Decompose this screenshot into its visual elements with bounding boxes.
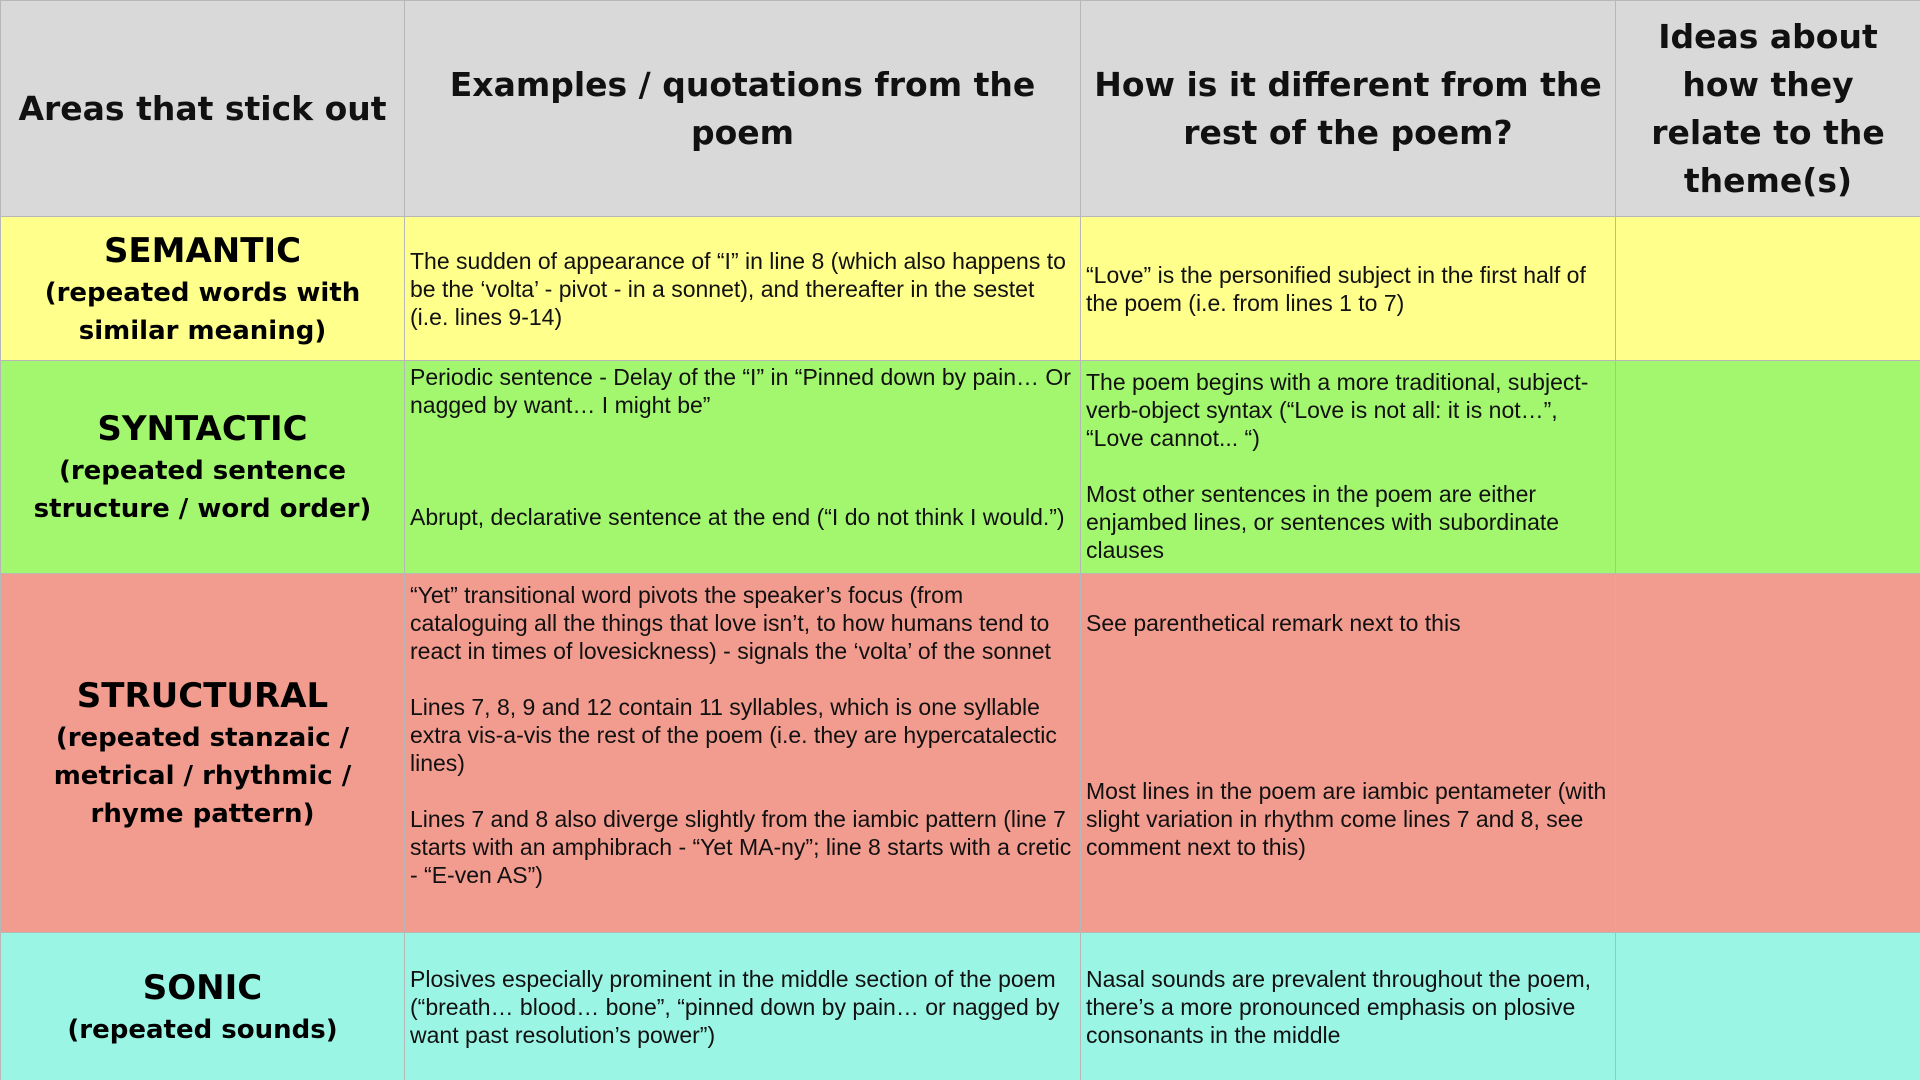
examples-cell-semantic[interactable] <box>405 217 1081 361</box>
ideas-cell-syntactic[interactable] <box>1616 361 1920 574</box>
difference-text: Most other sentences in the poem are either enjambed lines, or sentences with subordinate clauses <box>1086 481 1560 563</box>
example-text: Plosives especially prominent in the middle section of the poem (“breath… blood… bone”, “pinned down by pain… or nagged by want past resolution’s power”) <box>410 965 1060 1048</box>
example-text: The sudden of appearance of “I” in line 8 (which also happens to be the ‘volta’ - pivot - in a sonnet), and thereafter in the sestet (i.e. lines 9-14) <box>410 247 1066 330</box>
example-text: “Yet” transitional word pivots the speaker’s focus (from cataloguing all the things that love isn’t, to how humans tend to react in times of lovesickness) - signals the ‘volta’ of the sonnet <box>410 582 1051 664</box>
category-subtitle: (repeated words with similar meaning) <box>44 277 361 346</box>
difference-text: Nasal sounds are prevalent throughout the poem, there’s a more pronounced emphasis on plosive consonants in the middle <box>1086 965 1592 1048</box>
ideas-cell-structural[interactable] <box>1616 574 1920 933</box>
difference-text: “Love” is the personified subject in the first half of the poem (i.e. from lines 1 to 7) <box>1086 261 1586 316</box>
difference-text: The poem begins with a more traditional, subject-verb-object syntax (“Love is not all: it is not…”, “Love cannot... “) <box>1086 369 1589 451</box>
ideas-cell-sonic[interactable] <box>1616 933 1920 1080</box>
row-syntactic <box>1 361 1920 574</box>
header-areas[interactable]: Areas that stick out <box>1 1 405 217</box>
difference-cell-syntactic[interactable] <box>1081 361 1616 574</box>
examples-cell-syntactic[interactable] <box>405 361 1081 574</box>
header-examples[interactable]: Examples / quotations from the poem <box>405 1 1081 217</box>
row-semantic <box>1 217 1920 361</box>
examples-cell-structural[interactable] <box>405 574 1081 933</box>
row-sonic <box>1 933 1920 1080</box>
example-text: Abrupt, declarative sentence at the end (“I do not think I would.”) <box>410 504 1065 530</box>
category-cell-semantic[interactable] <box>1 217 405 361</box>
category-title: SEMANTIC <box>103 230 302 271</box>
category-subtitle: (repeated sentence structure / word order) <box>33 456 372 524</box>
example-text: Lines 7 and 8 also diverge slightly from the iambic pattern (line 7 starts with an amphibrach - “Yet MA-ny”; line 8 starts with a cretic - “E-ven AS”) <box>410 806 1072 888</box>
example-text: Lines 7, 8, 9 and 12 contain 11 syllables, which is one syllable extra vis-a-vis the rest of the poem (i.e. they are hypercatalectic lines) <box>410 694 1057 776</box>
difference-text: Most lines in the poem are iambic pentameter (with slight variation in rhythm come lines 7 and 8, see comment next to this) <box>1086 778 1607 860</box>
category-cell-syntactic[interactable] <box>1 361 405 574</box>
category-cell-sonic[interactable] <box>1 933 405 1080</box>
difference-cell-sonic[interactable] <box>1081 933 1616 1080</box>
header-row <box>1 1 1920 217</box>
examples-cell-sonic[interactable] <box>405 933 1081 1080</box>
difference-cell-structural[interactable] <box>1081 574 1616 933</box>
row-structural <box>1 574 1920 933</box>
ideas-cell-semantic[interactable] <box>1616 217 1920 361</box>
category-subtitle: (repeated stanzaic / metrical / rhythmic / rhyme pattern) <box>53 723 352 829</box>
category-subtitle: (repeated sounds) <box>67 1014 338 1045</box>
category-title: SONIC <box>142 967 263 1008</box>
example-text: Periodic sentence - Delay of the “I” in “Pinned down by pain… Or nagged by want… I might be” <box>410 364 1071 418</box>
header-difference[interactable]: How is it different from the rest of the poem? <box>1081 1 1616 217</box>
difference-cell-semantic[interactable] <box>1081 217 1616 361</box>
difference-text: See parenthetical remark next to this <box>1086 610 1461 636</box>
category-title: STRUCTURAL <box>76 676 329 716</box>
category-cell-structural[interactable] <box>1 574 405 933</box>
category-title: SYNTACTIC <box>97 409 308 449</box>
header-ideas[interactable]: Ideas about how they relate to the theme(s) <box>1616 1 1920 217</box>
